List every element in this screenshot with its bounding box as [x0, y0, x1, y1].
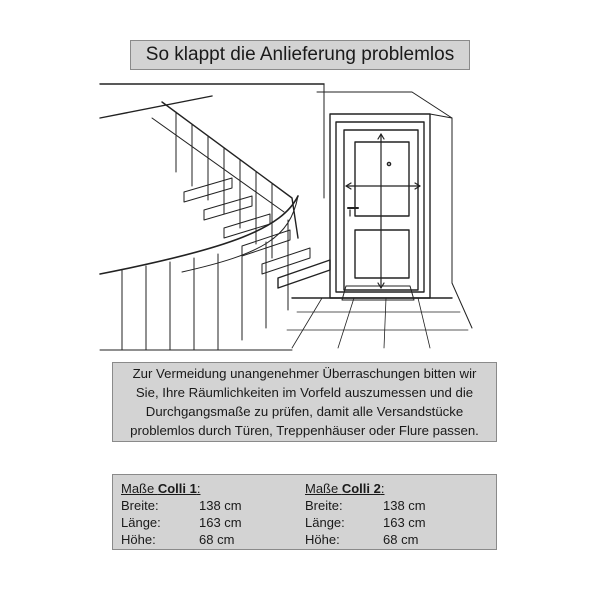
dimension-value: 68 cm — [199, 532, 235, 547]
dimension-row-width — [121, 497, 289, 514]
heading-suffix: : — [196, 481, 201, 496]
dimension-label: Breite: — [121, 498, 159, 513]
dimension-row-length — [121, 514, 289, 531]
dimension-value: 68 cm — [383, 532, 419, 547]
dimensions-box — [112, 474, 497, 550]
dimension-label: Breite: — [305, 498, 343, 513]
dimension-label: Höhe: — [305, 532, 340, 547]
heading-suffix: : — [380, 481, 385, 496]
colli-1-heading — [121, 480, 289, 497]
dimension-row-height — [305, 531, 473, 548]
dimension-label: Länge: — [305, 515, 345, 530]
dimension-label: Höhe: — [121, 532, 156, 547]
page-title — [130, 40, 470, 70]
colli-2-dimensions — [305, 480, 473, 548]
dimension-value: 138 cm — [199, 498, 242, 513]
heading-bold: Colli 1 — [157, 481, 197, 496]
dimension-value: 163 cm — [199, 515, 242, 530]
title-text: So klappt die Anlieferung problemlos — [145, 44, 455, 65]
dimension-value: 138 cm — [383, 498, 426, 513]
info-text: Zur Vermeidung unangenehmer Überraschungen bitten wir Sie, Ihre Räumlichkeiten im Vorfeld auszumessen und die Durchgangsmaße zu prüfen, damit alle Versandstücke problemlos durch Türen, Treppenhäuser oder Flure passen. — [130, 366, 479, 438]
dimension-row-length — [305, 514, 473, 531]
colli-1-dimensions — [121, 480, 289, 548]
dimension-row-height — [121, 531, 289, 548]
heading-prefix: Maße — [305, 481, 342, 496]
heading-prefix: Maße — [121, 481, 158, 496]
colli-2-heading — [305, 480, 473, 497]
stairwell-door-illustration — [92, 78, 512, 358]
dimension-value: 163 cm — [383, 515, 426, 530]
heading-bold: Colli 2 — [341, 481, 381, 496]
info-box — [112, 362, 497, 442]
dimension-label: Länge: — [121, 515, 161, 530]
dimension-row-width — [305, 497, 473, 514]
